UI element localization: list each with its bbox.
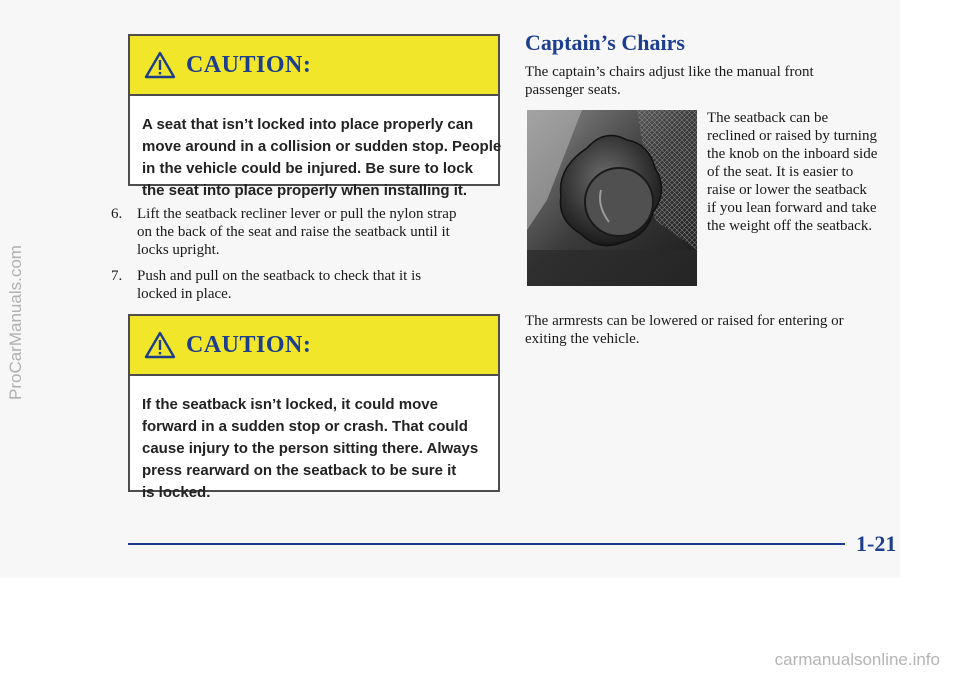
- body-text-line: The armrests can be lowered or raised for entering or: [525, 313, 844, 329]
- caution-box-seatback: [128, 314, 500, 501]
- caution-text: [130, 376, 498, 504]
- step-text-line: locks upright.: [137, 242, 220, 258]
- caution-title: CAUTION:: [186, 331, 312, 358]
- seatback-knob-photo: [527, 110, 697, 286]
- step-text-line: Push and pull on the seatback to check that it is: [137, 268, 422, 284]
- body-text-line: the weight off the seatback.: [707, 218, 873, 234]
- footer-rule: [128, 543, 845, 545]
- caution-text-line: If the seatback isn’t locked, it could move: [142, 396, 438, 413]
- caution-text: [130, 96, 502, 202]
- body-text-line: of the seat. It is easier to: [707, 164, 854, 180]
- page-number: 1-21: [856, 531, 897, 556]
- caution-text-line: forward in a sudden stop or crash. That could: [142, 418, 468, 435]
- step-text: [137, 205, 456, 259]
- caution-text-line: press rearward on the seatback to be sure it: [142, 462, 457, 479]
- side-watermark: ProCarManuals.com: [6, 245, 25, 400]
- steps-list: [111, 205, 511, 311]
- warning-triangle-icon: [144, 331, 176, 359]
- caution-header: [130, 36, 498, 96]
- armrest-instructions: [525, 312, 844, 348]
- caution-title: CAUTION:: [186, 51, 312, 78]
- step-number: 7.: [111, 268, 123, 284]
- step-text-line: Lift the seatback recliner lever or pull the nylon strap: [137, 206, 457, 222]
- caution-text-line: in the vehicle could be injured. Be sure to lock: [142, 160, 473, 177]
- body-text-line: The seatback can be: [707, 110, 829, 126]
- body-text-line: if you lean forward and take: [707, 200, 877, 216]
- caution-header: [130, 316, 498, 376]
- step-text-line: locked in place.: [137, 286, 232, 302]
- body-text-line: the knob on the inboard side: [707, 146, 878, 162]
- step-item: [111, 205, 511, 259]
- recline-instructions: [707, 109, 877, 235]
- step-number: 6.: [111, 206, 123, 222]
- body-text-line: raise or lower the seatback: [707, 182, 867, 198]
- step-item: [111, 267, 511, 303]
- body-text-line: exiting the vehicle.: [525, 331, 640, 347]
- caution-box-locking: [128, 34, 502, 199]
- body-text-line: reclined or raised by turning: [707, 128, 877, 144]
- section-heading-captains-chairs: Captain’s Chairs: [525, 30, 685, 55]
- captains-chairs-intro: [525, 63, 814, 99]
- step-text: [137, 267, 421, 303]
- warning-triangle-icon: [144, 51, 176, 79]
- body-text-line: passenger seats.: [525, 82, 621, 98]
- caution-text-line: A seat that isn’t locked into place properly can: [142, 116, 474, 133]
- body-text-line: The captain’s chairs adjust like the manual front: [525, 64, 814, 80]
- bottom-watermark: carmanualsonline.info: [774, 650, 940, 669]
- step-text-line: on the back of the seat and raise the seatback until it: [137, 224, 450, 240]
- seatback-knob-image: [527, 110, 697, 286]
- caution-text-line: is locked.: [142, 484, 211, 501]
- caution-text-line: cause injury to the person sitting there. Always: [142, 440, 479, 457]
- caution-text-line: the seat into place properly when installing it.: [142, 182, 468, 199]
- caution-text-line: move around in a collision or sudden stop. People: [142, 138, 502, 155]
